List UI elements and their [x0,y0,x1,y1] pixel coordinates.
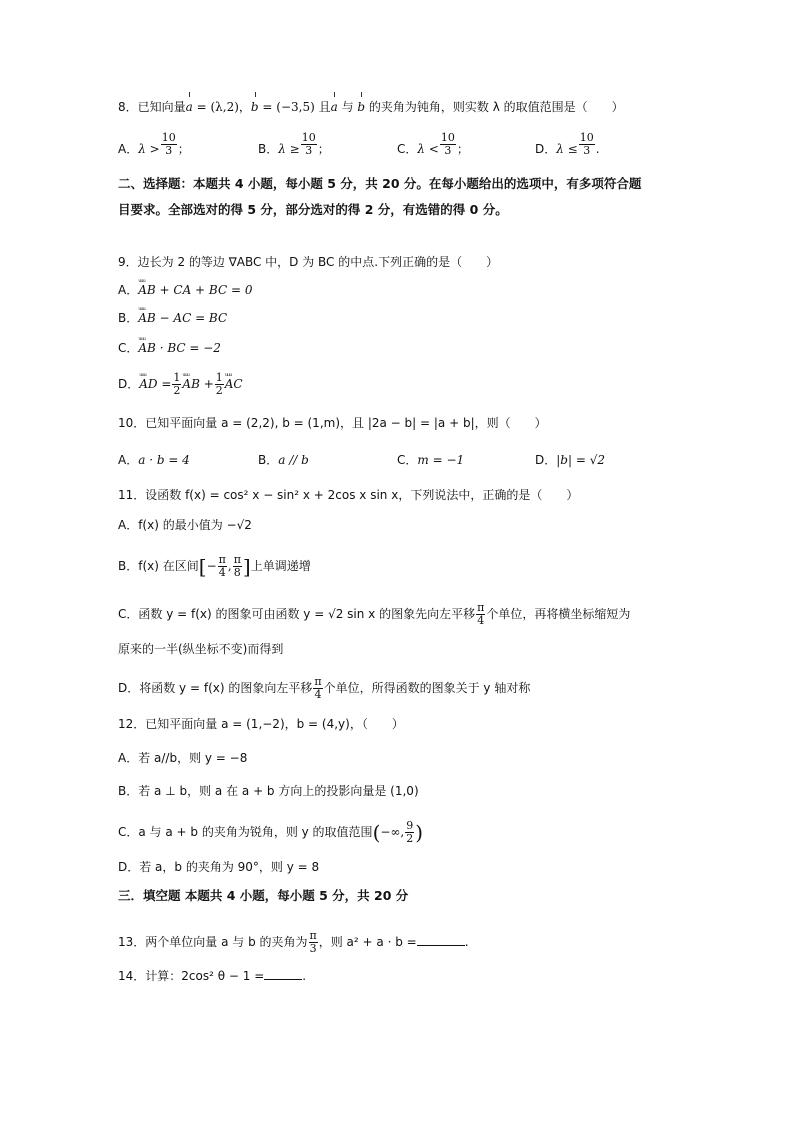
option-label: B． [258,453,279,467]
option-text: C．a 与 a + b 的夹角为锐角，则 y 的取值范围 [118,825,373,839]
q12-stem: 12．已知平面向量 a = (1,−2)，b = (4,y)，（ ） [118,717,404,731]
frac-den: 4 [314,688,322,701]
q8-option-d[interactable] [535,131,600,158]
q14-text: 14．计算：2cos² θ − 1 = [118,969,265,983]
option-label: C． [397,142,418,156]
section2-line1: 二、选择题：本题共 4 小题，每小题 5 分，共 20 分。在每小题给出的选项中，有多项符合题 [118,176,642,191]
option-end: ； [456,142,469,156]
option-expr: ᵤᵤᵤ AB · BC = −2 [138,339,221,357]
q8-option-a[interactable] [118,131,190,158]
frac-num: 10 [440,131,455,144]
option-lhs: λ ≥ [278,142,300,156]
q8-option-c[interactable] [397,131,469,158]
option-label: C． [397,453,418,467]
option-lhs: λ < [417,142,439,156]
q14 [118,967,306,985]
q9-stem: 9．边长为 2 的等边 ∇ABC 中，D 为 BC 的中点.下列正确的是（ ） [118,255,499,269]
option-expr: ᵤᵤᵤ AB + CA + BC = 0 [138,281,252,299]
frac-num: 10 [579,131,594,144]
option-label: B． [258,142,279,156]
option-expr: ᵤᵤᵤ AB − AC = BC [138,309,227,327]
frac-num: 1 [215,371,223,384]
q12-option-b[interactable]: B．若 a ⊥ b，则 a 在 a + b 方向上的投影向量是 (1,0) [118,784,419,798]
option-end: ； [317,142,330,156]
option-expr: m = −1 [417,453,465,467]
option-label: A． [118,142,139,156]
option-end: ； [177,142,190,156]
option-expr-pre: ᵤᵤᵤ AD = [139,375,171,393]
q11-option-c-line2: 原来的一半(纵坐标不变)而得到 [118,642,284,656]
q11-option-b[interactable]: B．f(x) 在区间[− $\frac{\pi}{4}$ , $\frac{\pi}{8}$ ]上单调递增 [118,553,311,579]
frac-num: 10 [161,131,176,144]
frac-den: 2 [215,384,223,397]
q8-tail: 的夹角为钝角，则实数 λ 的取值范围是（ ） [365,100,624,114]
q13-text: 13．两个单位向量 a 与 b 的夹角为 [118,935,308,949]
q10-option-c[interactable] [397,451,464,469]
frac-den: 4 [218,566,226,579]
frac-num: π [233,553,241,566]
vec-b: b [250,100,259,114]
interval-inner: −∞, [380,825,405,839]
option-lhs: λ > [138,142,160,156]
q10-option-b[interactable] [258,451,309,469]
frac-num: π [218,553,226,566]
frac-num: π [477,601,485,614]
frac-den: 8 [233,566,241,579]
q11-option-c[interactable] [118,602,630,627]
q9-option-a[interactable] [118,281,252,299]
q8-option-b[interactable] [258,131,330,158]
q11-option-d[interactable] [118,676,530,701]
option-text: B．f(x) 在区间 [118,559,199,573]
option-label: D． [118,377,140,391]
q12-option-c[interactable] [118,820,423,845]
q8-mid: 与 [337,100,358,114]
vec-a-2: a [330,100,338,114]
option-text: D．将函数 y = f(x) 的图象向左平移 [118,681,313,695]
q11-option-a[interactable]: A．f(x) 的最小值为 −√2 [118,518,252,532]
option-end: . [595,142,600,156]
option-lhs: λ ≤ [556,142,578,156]
vec-a: a [185,100,193,114]
option-text-post: 个单位，所得函数的图象关于 y 轴对称 [323,681,531,695]
q8-stem [118,98,624,116]
option-expr-post: ᵤᵤᵤ AC [225,375,243,393]
q10-option-a[interactable] [118,451,190,469]
q12-option-a[interactable]: A．若 a//b，则 y = −8 [118,751,248,765]
frac-den: 3 [305,144,313,157]
frac-den: 3 [165,144,173,157]
right-bracket: ] [242,554,251,579]
q8-options [118,131,678,168]
q13-text-post: ，则 a² + a · b = [318,935,417,949]
frac-num: π [314,675,322,688]
section3-title: 三．填空题 本题共 4 小题，每小题 5 分，共 20 分 [118,888,409,903]
left-bracket: [ [198,554,207,579]
section2-line2: 目要求。全部选对的得 5 分，部分选对的得 2 分，有选错的得 0 分。 [118,202,508,217]
q8-stem-text: 8．已知向量 [118,100,186,114]
q14-end: . [302,969,307,983]
option-text-post: 个单位，再将横坐标缩短为 [486,607,631,621]
option-expr: |b| = √2 [556,453,605,467]
right-paren: ) [415,820,424,845]
option-text-post: 上单调递增 [250,559,311,573]
frac-num: 1 [173,371,181,384]
option-label: A． [118,283,139,297]
frac-den: 2 [406,832,414,845]
vec-b-2: b [357,100,366,114]
option-text: C．函数 y = f(x) 的图象可由函数 y = √2 sin x 的图象先向左平移 [118,607,476,621]
q9-option-b[interactable] [118,309,227,327]
frac-den: 3 [309,942,317,955]
frac-num: 9 [406,819,414,832]
q13 [118,930,469,955]
frac-num: 10 [301,131,316,144]
option-label: D． [535,142,557,156]
option-expr: a // b [278,453,309,467]
q8-eq-b: = (−3,5) 且 [258,100,331,114]
q9-option-d[interactable] [118,372,243,397]
option-label: C． [118,341,139,355]
option-label: A． [118,453,139,467]
option-expr-mid: ᵤᵤᵤ AB + [182,375,213,393]
frac-num: π [309,929,317,942]
option-label: B． [118,311,139,325]
option-expr: a · b = 4 [138,453,190,467]
option-label: D． [535,453,557,467]
frac-den: 3 [583,144,591,157]
q10-option-d[interactable] [535,451,605,469]
q13-end: . [464,935,469,949]
frac-den: 4 [477,614,485,627]
q10-options [118,451,678,471]
q12-option-d[interactable]: D．若 a，b 的夹角为 90°，则 y = 8 [118,860,320,874]
q10-stem: 10．已知平面向量 a = (2,2), b = (1,m)，且 |2a − b| = |a + b|，则（ ） [118,416,547,430]
frac-den: 3 [444,144,452,157]
left-paren: ( [372,820,381,845]
q11-stem: 11．设函数 f(x) = cos² x − sin² x + 2cos x sin x，下列说法中，正确的是（ ） [118,488,579,502]
q14-answer-blank[interactable] [264,967,302,980]
frac-den: 2 [173,384,181,397]
q13-answer-blank[interactable] [417,933,465,946]
q9-option-c[interactable] [118,339,221,357]
q8-eq-a: = (λ,2)， [192,100,251,114]
